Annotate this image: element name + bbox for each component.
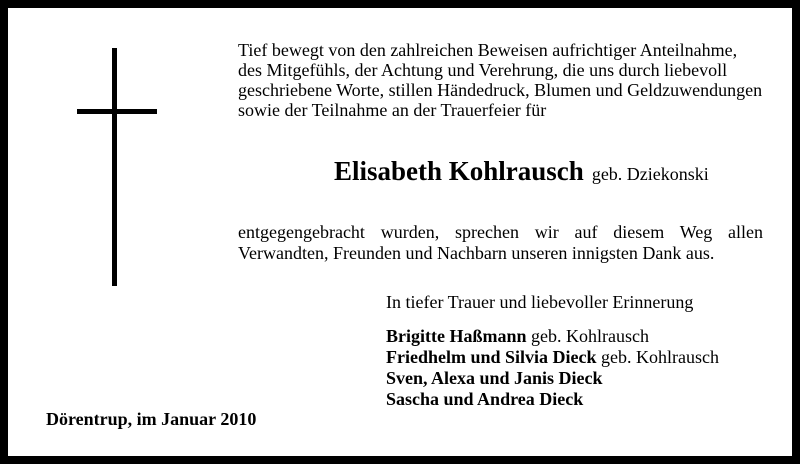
mourner-entry [386,347,719,368]
place-and-date: Dörentrup, im Januar 2010 [46,409,257,429]
mourner-maiden-name: geb. Kohlrausch [601,347,719,367]
mourner-entry [386,326,719,347]
mourner-names: Brigitte Haßmann [386,326,527,346]
mourner-names: Sascha und Andrea Dieck [386,389,584,409]
deceased-heading [334,156,709,187]
deceased-maiden-name: geb. Dziekonski [591,164,709,184]
thanks-line: entgegengebracht wurden, sprechen wir auf diesem Weg allen [238,222,763,242]
cross-vertical-bar [112,48,117,286]
mourner-maiden-name: geb. Kohlrausch [531,326,649,346]
deceased-name: Elisabeth Kohlrausch [334,156,584,186]
intro-paragraph [238,40,778,120]
intro-line: sowie der Teilnahme an der Trauerfeier für [238,100,547,120]
intro-line: Tief bewegt von den zahlreichen Beweisen aufrichtiger Anteilnahme, [238,40,738,60]
mourners-list [386,326,719,410]
intro-line: geschriebene Worte, stillen Händedruck, Blumen und Geldzuwendungen [238,80,763,100]
intro-line: des Mitgefühls, der Achtung und Verehrung, die uns durch liebevoll [238,60,728,80]
mourner-names: Friedhelm und Silvia Dieck [386,347,597,367]
cross-horizontal-bar [77,109,157,114]
thanks-line: Verwandten, Freunden und Nachbarn unseren innigsten Dank aus. [238,243,715,263]
mourner-entry [386,389,719,410]
memory-line: In tiefer Trauer und liebevoller Erinnerung [386,292,694,312]
thanks-paragraph [238,222,763,264]
mourner-names: Sven, Alexa und Janis Dieck [386,368,603,388]
mourner-entry [386,368,719,389]
